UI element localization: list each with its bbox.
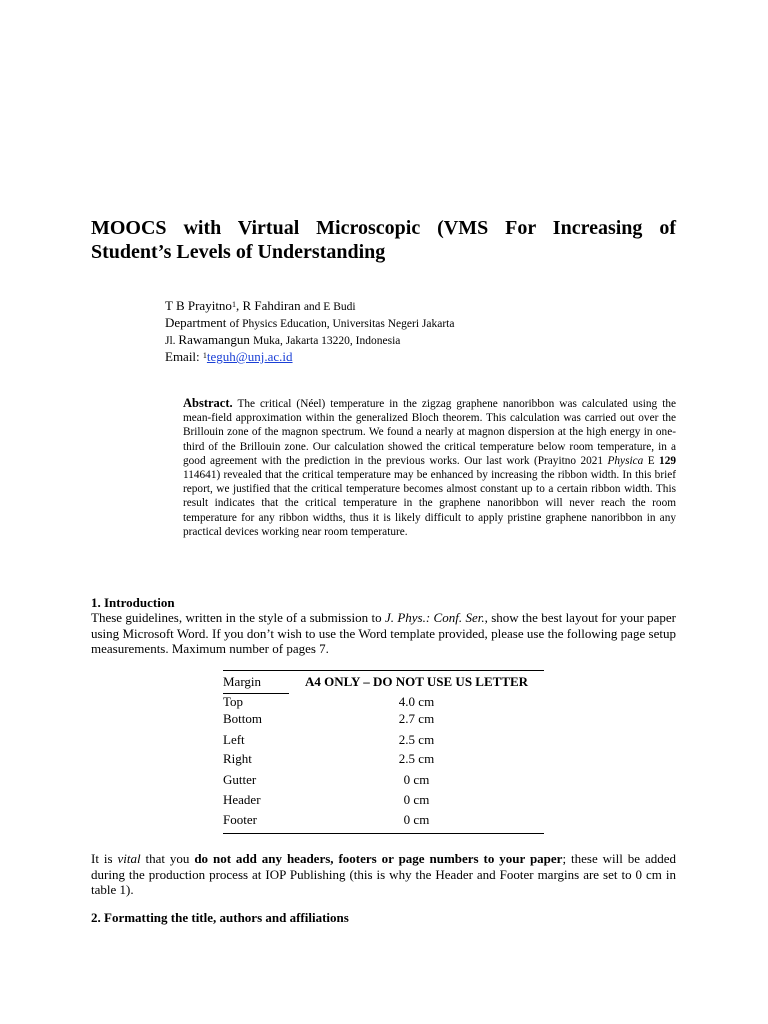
table-cell-value: 2.7 cm <box>398 711 435 726</box>
email-label: Email: <box>165 349 203 364</box>
table-row <box>223 792 544 808</box>
author-block <box>165 298 645 365</box>
journal-name: J. Phys.: Conf. Ser. <box>384 610 485 625</box>
table-bottom-rule <box>223 833 544 834</box>
affiliation-text: Rawamangun <box>178 332 254 347</box>
paragraph-text: It is <box>91 851 118 866</box>
paragraph-text: These guidelines, written in the style of a submission to <box>91 610 385 625</box>
table-row <box>223 711 544 727</box>
intro-paragraph <box>91 610 676 657</box>
paragraph-text: , show the best layout for your paper using Microsoft Word. If you don’t wish to use the Word template provided, please use the following page setup measurements. Maximum number of pages 7. <box>91 610 677 656</box>
paper-title: MOOCS with Virtual Microscopic (VMS For Increasing of Student’s Levels of Understanding <box>91 217 676 263</box>
journal-name: Physica <box>607 454 644 467</box>
section-heading-introduction: 1. Introduction <box>91 595 175 610</box>
table-row <box>223 694 544 710</box>
table-row <box>223 751 544 767</box>
affiliation-marker: 1 <box>202 351 207 360</box>
table-cell-value: 2.5 cm <box>398 751 435 766</box>
abstract-label: Abstract. <box>183 396 233 410</box>
emphasis-text: vital <box>117 851 141 866</box>
table-top-rule <box>223 670 544 671</box>
affiliation-address <box>165 332 645 349</box>
affiliation-marker: 1 <box>231 300 236 309</box>
affiliation-text: Department <box>165 315 230 330</box>
table-cell-value: 2.5 cm <box>398 732 435 747</box>
table-header-margin: Margin <box>223 674 289 694</box>
abstract <box>183 396 676 539</box>
table-cell-label: Footer <box>223 812 257 827</box>
author-name: , R Fahdiran <box>235 298 304 313</box>
email-link[interactable]: teguh@unj.ac.id <box>206 349 293 364</box>
table-cell-label: Bottom <box>223 711 263 726</box>
journal-volume: 129 <box>659 454 676 467</box>
author-email <box>165 349 645 365</box>
abstract-text: The critical (Néel) temperature in the zigzag graphene nanoribbon was calculated using the mean-field approximation within the generalized Bloch theorem. This calculation was carried out over the Brillouin zone of the magnon spectrum. We found a nearly at magnon dispersion at the high energy in one-third of the Brillouin zone. Our calculation showed the critical temperature below room temperature, in a good agreement with the prediction in the previous works. Our last work (Prayitno 2021 <box>183 398 676 467</box>
table-cell-label: Top <box>223 694 244 709</box>
table-cell-value: 0 cm <box>403 812 430 827</box>
affiliation-text: Jl. <box>165 335 179 347</box>
paragraph-text: that you <box>140 851 195 866</box>
affiliation-text: Muka, Jakarta 13220, Indonesia <box>253 335 401 347</box>
abstract-text: 114641) revealed that the critical temperature may be enhanced by increasing the ribbon width. In this brief report, we justified that the critical temperature becomes almost constant up to a certain ribbon width. This result indicates that the critical temperature in the graphene nanoribbon will never reach the room temperature for any ribbon widths, thus it is likely difficult to apply pristine graphene nanoribbon in any practical devices working near room temperature. <box>183 469 676 538</box>
author-names <box>165 298 645 315</box>
abstract-text: E <box>643 454 660 467</box>
table-cell-label: Right <box>223 751 252 766</box>
affiliation-department <box>165 315 645 332</box>
affiliation-text: of Physics Education, Universitas Negeri Jakarta <box>229 318 455 330</box>
table-header-a4: A4 ONLY – DO NOT USE US LETTER <box>304 674 529 689</box>
table-row <box>223 812 544 828</box>
section-heading-formatting: 2. Formatting the title, authors and affiliations <box>91 910 349 925</box>
headers-footers-paragraph <box>91 851 676 898</box>
table-cell-label: Gutter <box>223 772 257 787</box>
author-name: and E Budi <box>303 301 356 313</box>
table-cell-label: Left <box>223 732 245 747</box>
table-row <box>223 772 544 788</box>
table-cell-value: 4.0 cm <box>398 694 435 709</box>
table-cell-label: Header <box>223 792 261 807</box>
table-row <box>223 732 544 748</box>
table-cell-value: 0 cm <box>403 792 430 807</box>
author-name: T B Prayitno <box>165 298 232 313</box>
bold-instruction: do not add any headers, footers or page numbers to your paper <box>194 851 563 866</box>
table-cell-value: 0 cm <box>403 772 430 787</box>
paragraph-text: ; these will be added during the production process at IOP Publishing (this is why the Header and Footer margins are set to 0 cm in table 1). <box>91 851 676 897</box>
